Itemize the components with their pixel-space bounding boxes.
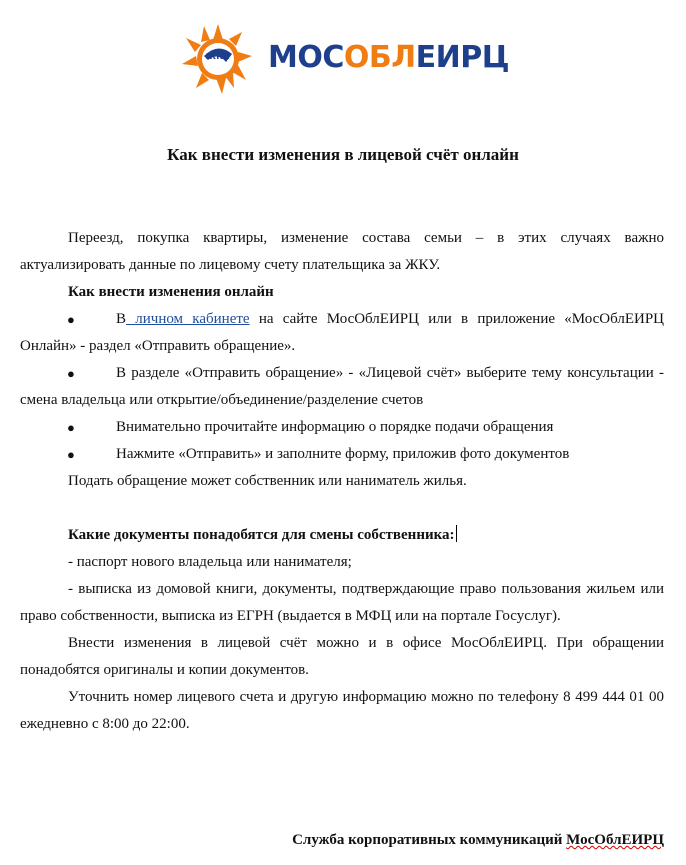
list-item	[20, 306, 664, 360]
list-item-text: В разделе «Отправить обращение» - «Лицевой счёт» выберите тему консультации - смена владельца или открытие/объединение/разделение счетов	[20, 365, 664, 408]
list-item-text: Внимательно прочитайте информацию о порядке подачи обращения	[116, 419, 554, 435]
list-item	[20, 441, 664, 468]
logo-badge-text: ЖКХ	[206, 52, 230, 61]
document-body	[20, 225, 664, 738]
brand-part3: ЕИРЦ	[415, 40, 510, 75]
who-can-paragraph: Подать обращение может собственник или наниматель жилья.	[68, 473, 467, 489]
personal-account-link[interactable]: личном кабинете	[126, 311, 250, 327]
phone-paragraph: Уточнить номер лицевого счета и другую информацию можно по телефону 8 499 444 01 00 ежедневно с 8:00 до 22:00.	[20, 689, 664, 732]
doc-item: - паспорт нового владельца или нанимателя;	[68, 554, 352, 570]
brand-part1: МОС	[268, 40, 344, 75]
signature	[292, 829, 664, 851]
bullet-icon: ●	[67, 420, 75, 435]
office-paragraph: Внести изменения в лицевой счёт можно и в офисе МосОблЕИРЦ. При обращении понадобятся оригиналы и копии документов.	[20, 635, 664, 678]
docs-heading-text: Какие документы понадобятся для смены собственника:	[68, 527, 455, 543]
docs-heading	[20, 522, 664, 549]
signature-org: МосОблЕИРЦ	[566, 832, 664, 848]
intro-paragraph: Переезд, покупка квартиры, изменение состава семьи – в этих случаях важно актуализировать данные по лицевому счету плательщика за ЖКУ.	[20, 230, 664, 273]
bullet-icon: ●	[67, 312, 75, 327]
brand-part2: ОБЛ	[343, 40, 416, 75]
list-item-text: Нажмите «Отправить» и заполните форму, приложив фото документов	[116, 446, 570, 462]
brand-name	[268, 40, 509, 76]
list-item-text: на сайте МосОблЕИРЦ или в приложение «МосОблЕИРЦ Онлайн» - раздел «Отправить обращение».	[20, 311, 664, 354]
list-item	[20, 414, 664, 441]
document-title: Как внести изменения в лицевой счёт онлайн	[167, 145, 519, 164]
signature-text: Служба корпоративных коммуникаций	[292, 832, 567, 848]
bullet-icon: ●	[67, 366, 75, 381]
bullet-icon: ●	[67, 447, 75, 462]
doc-item: - выписка из домовой книги, документы, подтверждающие право пользования жильем или право собственности, выписка из ЕГРН (выдается в МФЦ или на портале Госуслуг).	[20, 581, 664, 624]
list-item	[20, 360, 664, 414]
text-cursor	[456, 525, 457, 542]
online-heading: Как внести изменения онлайн	[68, 284, 274, 300]
company-logo	[176, 18, 516, 98]
list-item-text: В	[116, 311, 127, 327]
